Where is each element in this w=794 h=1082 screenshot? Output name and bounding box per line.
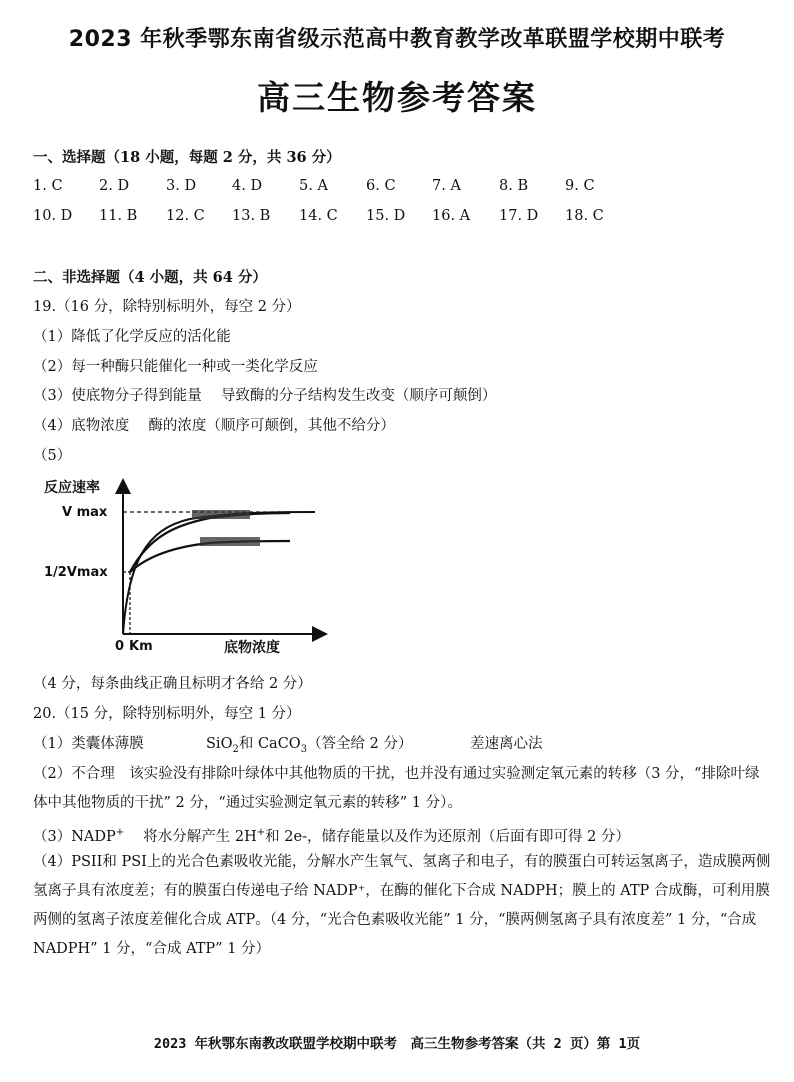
x-axis-label: 底物浓度 xyxy=(224,640,280,656)
document-subtitle: 高三生物参考答案 xyxy=(257,78,537,117)
y-axis-label: 反应速率 xyxy=(44,480,100,496)
x-tick-origin: 0 xyxy=(115,639,125,654)
series-label-noncompetitive xyxy=(200,537,260,546)
answer-7: 7. A xyxy=(432,178,461,194)
answer-15: 15. D xyxy=(366,208,406,224)
q20-answer-3: （3）NADP+ 将水分解产生 2H+和 2e-，储存能量以及作为还原剂（后面有即可得 2 分） xyxy=(33,827,630,845)
q19-answer-3: （3）使底物分子得到能量 导致酶的分子结构发生改变（顺序可颠倒） xyxy=(33,388,497,404)
q19-answer-5: （5） xyxy=(33,448,72,464)
page-footer: 2023 年秋鄂东南教改联盟学校期中联考 高三生物参考答案（共 2 页）第 1页 xyxy=(153,1036,641,1052)
q19-answer-4: （4）底物浓度 酶的浓度（顺序可颠倒，其他不给分） xyxy=(33,418,395,434)
q20-answer-1-part3: 差速离心法 xyxy=(470,736,543,752)
q19-answer-5-note: （4 分，每条曲线正确且标明才各给 2 分） xyxy=(33,676,312,692)
answer-10: 10. D xyxy=(33,208,73,224)
answer-11: 11. B xyxy=(99,208,138,224)
q20-answer-2: （2）不合理 该实验没有排除叶绿体中其他物质的干扰，也并没有通过实验测定氧元素的转移（3 分，“排除叶绿体中其他物质的干扰” 2 分，“通过实验测定氧元素的转移” 1 分）。 xyxy=(33,766,760,811)
answer-9: 9. C xyxy=(565,178,595,194)
answer-14: 14. C xyxy=(299,208,338,224)
q19-answer-2: （2）每一种酶只能催化一种或一类化学反应 xyxy=(33,359,318,375)
enzyme-kinetics-chart xyxy=(40,474,340,664)
section1-heading: 一、选择题（18 小题，每题 2 分，共 36 分） xyxy=(33,149,341,166)
y-tick-vmax: V max xyxy=(62,505,108,520)
answer-5: 5. A xyxy=(299,178,328,194)
answer-13: 13. B xyxy=(232,208,271,224)
q20-answer-1-part2: SiO$_2$和 CaCO$_3$（答全给 2 分） xyxy=(206,736,413,755)
q19-title: 19.（16 分，除特别标明外，每空 2 分） xyxy=(33,299,301,315)
answer-16: 16. A xyxy=(432,208,471,224)
answer-3: 3. D xyxy=(166,178,197,194)
y-tick-half-vmax: 1/2Vmax xyxy=(44,565,108,580)
curve-no-inhibitor xyxy=(123,512,315,634)
section2-heading: 二、非选择题（4 小题，共 64 分） xyxy=(33,269,267,286)
q20-answer-1-part1: （1）类囊体薄膜 xyxy=(33,736,144,752)
q20-answer-4: （4）PSII和 PSI上的光合色素吸收光能，分解水产生氧气、氢离子和电子，有的膜蛋白可转运氢离子，造成膜两侧氢离子具有浓度差；有的膜蛋白传递电子给 NADP⁺，在酶的催化下合成 NADPH；膜上的 ATP 合成酶，可利用膜两侧的氢离子浓度差催化合成 ATP。（4 分，“光合色素吸收光能” 1 分，“膜两侧氢离子具有浓度差” 1 分，“合成 NADPH” 1 分，“合成 ATP” 1 分） xyxy=(33,854,771,957)
q20-answer-1 xyxy=(33,734,773,754)
answer-12: 12. C xyxy=(166,208,205,224)
x-tick-km: Km xyxy=(129,639,153,654)
answer-18: 18. C xyxy=(565,208,604,224)
answer-2: 2. D xyxy=(99,178,130,194)
q19-answer-1: （1）降低了化学反应的活化能 xyxy=(33,329,231,345)
exam-title: 2023 年秋季鄂东南省级示范高中教育教学改革联盟学校期中联考 xyxy=(68,27,726,52)
answer-1: 1. C xyxy=(33,178,63,194)
answer-4: 4. D xyxy=(232,178,263,194)
series-label-competitive xyxy=(192,510,250,519)
answer-17: 17. D xyxy=(499,208,539,224)
answer-6: 6. C xyxy=(366,178,396,194)
q20-title: 20.（15 分，除特别标明外，每空 1 分） xyxy=(33,706,301,722)
answer-8: 8. B xyxy=(499,178,529,194)
